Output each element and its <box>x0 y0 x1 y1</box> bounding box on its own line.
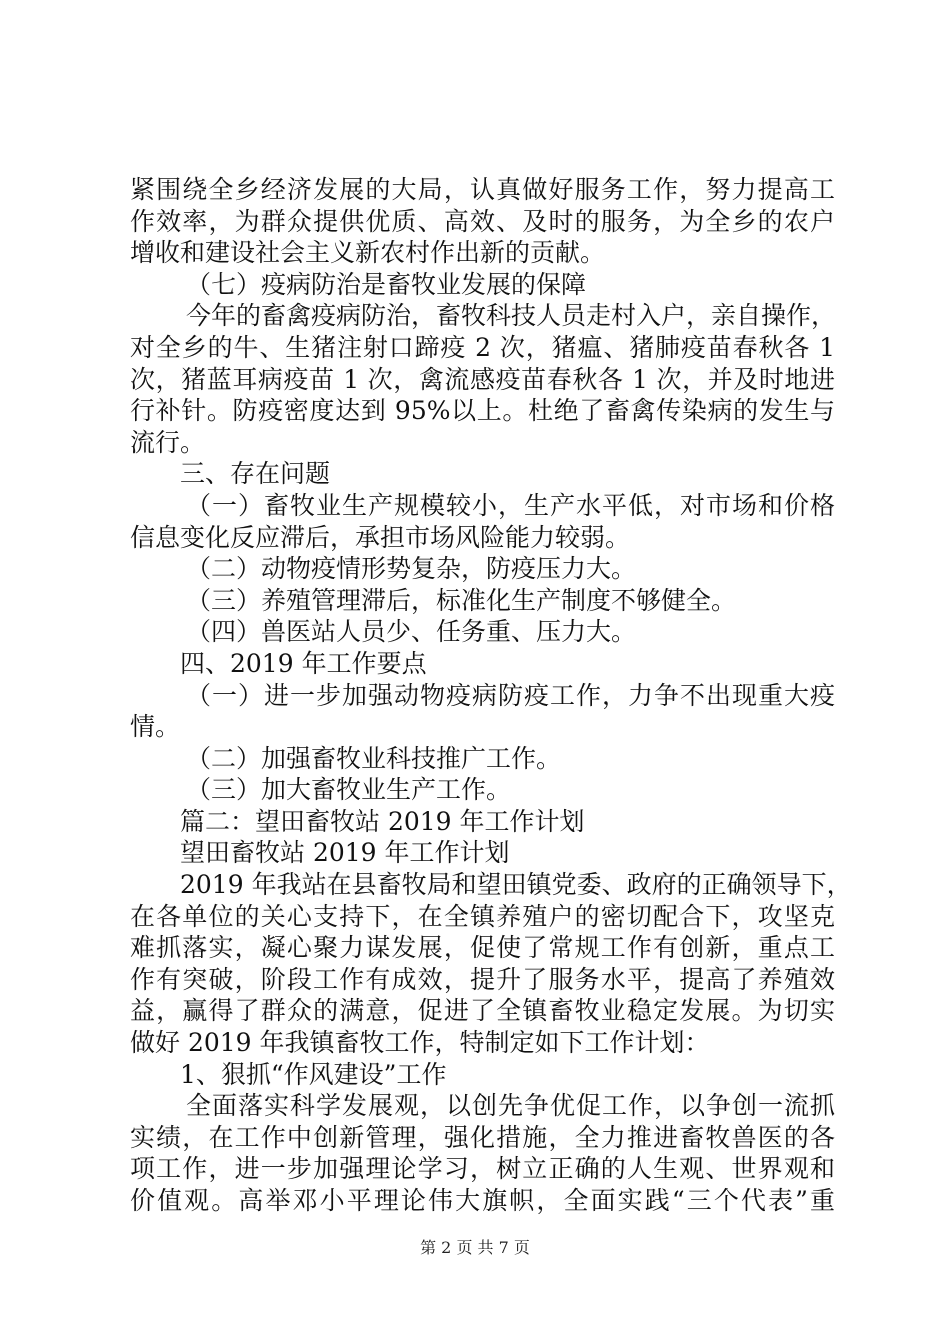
article-title: 篇二：望田畜牧站 2019 年工作计划 <box>180 806 585 836</box>
list-item: （三）养殖管理滞后，标准化生产制度不够健全。 <box>186 585 737 615</box>
document-body <box>130 174 852 1217</box>
paragraph-line: 价值观。高举邓小平理论伟大旗帜，全面实践“三个代表”重 <box>130 1186 835 1215</box>
list-item: （一）进一步加强动物疫病防疫工作，力争不出现重大疫 <box>186 680 835 710</box>
list-item: （三）加大畜牧业生产工作。 <box>186 775 512 805</box>
section-heading: 1、狠抓“作风建设”工作 <box>180 1059 447 1089</box>
paragraph-line: 增收和建设社会主义新农村作出新的贡献。 <box>130 238 606 268</box>
paragraph-line: 项工作，进一步加强理论学习，树立正确的人生观、世界观和 <box>130 1154 835 1184</box>
paragraph-line: 全面落实科学发展观，以创先争优促工作，以争创一流抓 <box>186 1091 835 1121</box>
paragraph-line: 信息变化反应滞后，承担市场风险能力较弱。 <box>130 522 631 552</box>
paragraph-line: 做好 2019 年我镇畜牧工作，特制定如下工作计划： <box>130 1028 710 1058</box>
page-indicator: 第 2 页 共 7 页 <box>420 1238 530 1257</box>
paragraph-line: 情。 <box>130 712 181 742</box>
paragraph-line: 2019 年我站在县畜牧局和望田镇党委、政府的正确领导下， <box>180 870 852 900</box>
paragraph-line: 在各单位的关心支持下，在全镇养殖户的密切配合下，攻坚克 <box>130 901 835 931</box>
section-heading: （七）疫病防治是畜牧业发展的保障 <box>186 269 587 299</box>
paragraph-line: 作有突破，阶段工作有成效，提升了服务水平，提高了养殖效 <box>130 964 835 994</box>
list-item: （二）加强畜牧业科技推广工作。 <box>186 743 562 773</box>
paragraph-line: 对全乡的牛、生猪注射口蹄疫 2 次，猪瘟、猪肺疫苗春秋各 1 <box>130 332 835 362</box>
paragraph-line: 次，猪蓝耳病疫苗 1 次，禽流感疫苗春秋各 1 次，并及时地进 <box>130 364 835 394</box>
paragraph-line: 益，赢得了群众的满意，促进了全镇畜牧业稳定发展。为切实 <box>130 996 835 1026</box>
list-item: （二）动物疫情形势复杂，防疫压力大。 <box>186 554 637 584</box>
list-item: （四）兽医站人员少、任务重、压力大。 <box>186 617 637 647</box>
paragraph-line: 今年的畜禽疫病防治，畜牧科技人员走村入户，亲自操作， <box>186 301 837 331</box>
paragraph-line: 流行。 <box>130 427 206 457</box>
section-heading: 四、2019 年工作要点 <box>180 648 427 678</box>
article-subtitle: 望田畜牧站 2019 年工作计划 <box>180 838 510 868</box>
list-item: （一）畜牧业生产规模较小，生产水平低，对市场和价格 <box>186 490 835 520</box>
paragraph-line: 行补针。防疫密度达到 95%以上。杜绝了畜禽传染病的发生与 <box>130 396 835 426</box>
paragraph-line: 实绩，在工作中创新管理，强化措施，全力推进畜牧兽医的各 <box>130 1122 835 1152</box>
section-heading: 三、存在问题 <box>180 459 331 489</box>
paragraph-line: 作效率，为群众提供优质、高效、及时的服务，为全乡的农户 <box>130 206 835 236</box>
paragraph-line: 紧围绕全乡经济发展的大局，认真做好服务工作，努力提高工 <box>130 175 835 204</box>
paragraph-line: 难抓落实，凝心聚力谋发展，促使了常规工作有创新，重点工 <box>130 933 835 963</box>
